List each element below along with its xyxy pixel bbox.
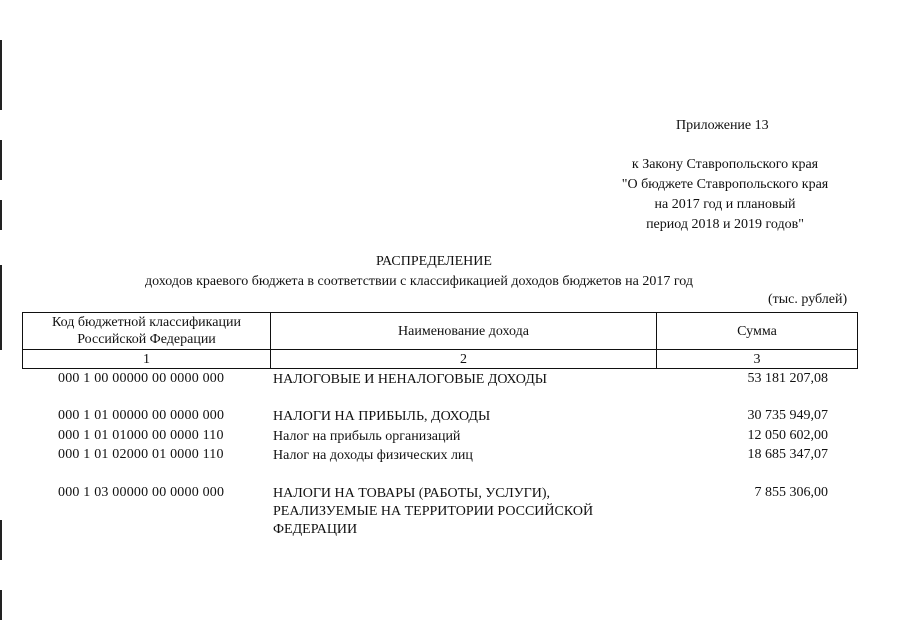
row-name: Налог на прибыль организаций (273, 429, 461, 444)
row-name (273, 485, 593, 539)
law-ref-line: период 2018 и 2019 годов" (646, 217, 804, 232)
row-code: 000 1 01 00000 00 0000 000 (58, 408, 225, 423)
law-ref-line: на 2017 год и плановый (654, 197, 796, 212)
header-code (23, 313, 271, 349)
column-number: 3 (753, 351, 761, 367)
header-name: Наименование дохода (271, 313, 657, 349)
row-name-line: ФЕДЕРАЦИИ (273, 522, 358, 537)
header-code-line: Код бюджетной классификации (52, 315, 241, 330)
row-code: 000 1 03 00000 00 0000 000 (58, 485, 225, 500)
units-label: (тыс. рублей) (768, 292, 848, 307)
row-sum: 7 855 306,00 (754, 485, 828, 500)
header-sum: Сумма (737, 323, 777, 339)
law-reference (600, 155, 850, 235)
title-line-2: доходов краевого бюджета в соответствии с классификацией доходов бюджетов на 2017 год (145, 274, 693, 289)
row-sum: 53 181 207,08 (747, 371, 828, 386)
row-name-line: РЕАЛИЗУЕМЫЕ НА ТЕРРИТОРИИ РОССИЙСКОЙ (273, 504, 594, 519)
header-row (23, 313, 857, 350)
table-header (22, 312, 858, 369)
scan-edge-marks (0, 0, 3, 640)
row-name: НАЛОГОВЫЕ И НЕНАЛОГОВЫЕ ДОХОДЫ (273, 372, 547, 387)
row-sum: 30 735 949,07 (747, 408, 828, 423)
appendix-label: Приложение 13 (676, 118, 769, 133)
column-number: 2 (271, 350, 657, 368)
column-number: 1 (23, 350, 271, 368)
header-code-line: Российской Федерации (77, 332, 216, 347)
row-sum: 18 685 347,07 (747, 447, 828, 462)
law-ref-line: к Закону Ставропольского края (631, 157, 819, 172)
row-name: НАЛОГИ НА ПРИБЫЛЬ, ДОХОДЫ (273, 409, 491, 424)
row-name: Налог на доходы физических лиц (273, 448, 473, 463)
row-code: 000 1 01 01000 00 0000 110 (58, 428, 224, 443)
title-line-1: РАСПРЕДЕЛЕНИЕ (376, 254, 492, 269)
law-ref-line: "О бюджете Ставропольского края (621, 177, 829, 192)
row-code: 000 1 00 00000 00 0000 000 (58, 371, 225, 386)
row-code: 000 1 01 02000 01 0000 110 (58, 447, 224, 462)
row-sum: 12 050 602,00 (747, 428, 828, 443)
column-number-row (23, 350, 857, 368)
row-name-line: НАЛОГИ НА ТОВАРЫ (РАБОТЫ, УСЛУГИ), (273, 486, 551, 501)
